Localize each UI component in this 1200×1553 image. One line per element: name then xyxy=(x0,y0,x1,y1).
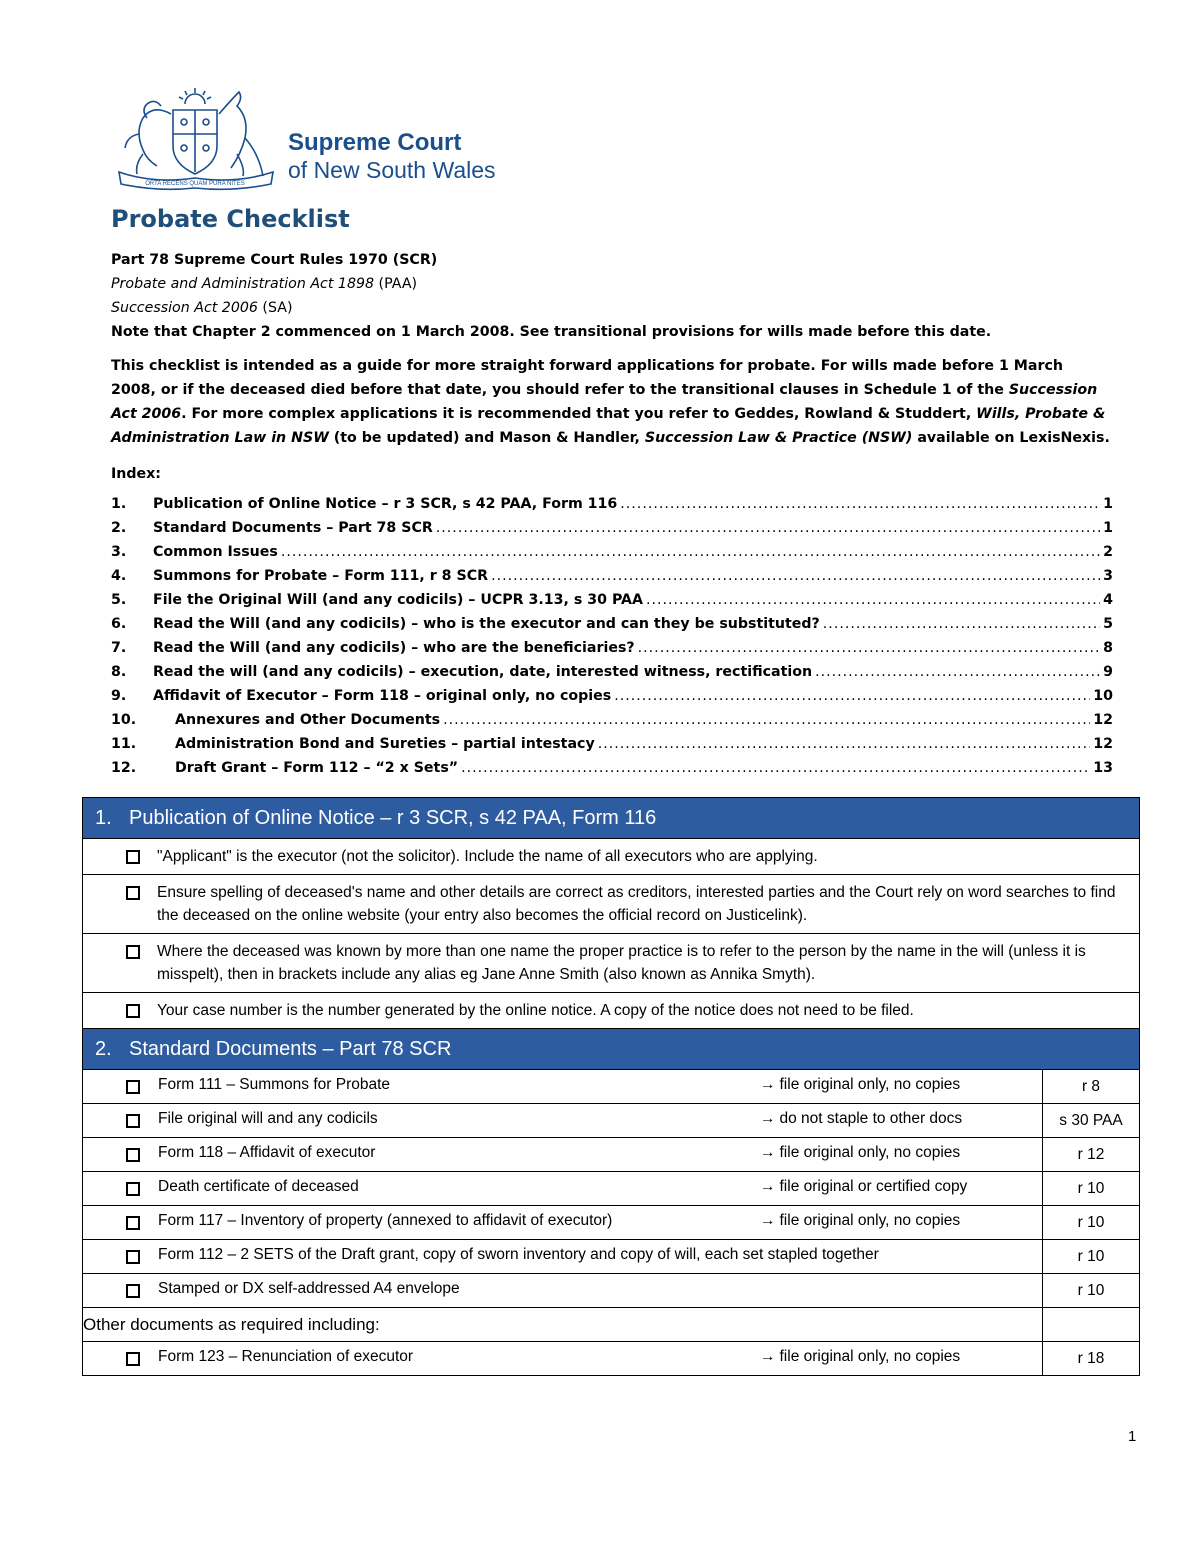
section-number: 1. xyxy=(95,806,112,829)
toc-title: Affidavit of Executor – Form 118 – original only, no copies xyxy=(153,688,612,704)
toc-title: Summons for Probate – Form 111, r 8 SCR xyxy=(153,568,489,584)
toc-title: Publication of Online Notice – r 3 SCR, s 42 PAA, Form 116 xyxy=(153,496,618,512)
checklist-item xyxy=(83,875,1139,933)
toc-leader xyxy=(443,708,1090,732)
document-label: File original will and any codicils xyxy=(158,1110,378,1127)
toc-number: 9. xyxy=(111,688,127,704)
document-label: Form 123 – Renunciation of executor xyxy=(158,1348,414,1365)
toc-number: 7. xyxy=(111,640,127,656)
document-cell xyxy=(83,1274,1043,1308)
toc-leader xyxy=(491,564,1100,588)
note-text: file original only, no copies xyxy=(779,1076,961,1093)
guide-text: (to be updated) and Mason & Handler, xyxy=(328,430,645,446)
checkbox[interactable] xyxy=(126,1114,140,1128)
section-number: 2. xyxy=(95,1037,112,1060)
checkbox[interactable] xyxy=(126,1148,140,1162)
act-name: Succession Act 2006 xyxy=(111,300,258,316)
item-text: Ensure spelling of deceased's name and other details are correct as creditors, interested parties and the Court rely on word searches to find the deceased on the online website (your entry also becomes the official record on Justicelink). xyxy=(157,884,1116,924)
toc-entry[interactable] xyxy=(111,708,1113,732)
note-text: file original or certified copy xyxy=(779,1178,968,1195)
toc-entry[interactable] xyxy=(111,660,1113,684)
other-documents-row xyxy=(83,1308,1140,1342)
document-note xyxy=(760,1144,960,1162)
document-label: Form 118 – Affidavit of executor xyxy=(158,1144,376,1161)
checklist-item xyxy=(83,993,1139,1028)
act-abbrev: (PAA) xyxy=(374,276,418,292)
act-reference-paa xyxy=(111,272,1111,296)
document-cell xyxy=(83,1342,1043,1376)
toc-number: 5. xyxy=(111,592,127,608)
arrow-right-icon: → xyxy=(760,1178,776,1195)
checklist-item xyxy=(83,934,1139,992)
document-note xyxy=(760,1348,960,1366)
rule-reference: r 10 xyxy=(1043,1172,1140,1206)
rule-reference: r 10 xyxy=(1043,1240,1140,1274)
note-text: do not staple to other docs xyxy=(779,1110,963,1127)
checkbox[interactable] xyxy=(126,1250,140,1264)
toc-entry[interactable] xyxy=(111,636,1113,660)
toc-page: 9 xyxy=(1103,664,1113,680)
checklist-row xyxy=(83,993,1140,1029)
table-of-contents xyxy=(111,492,1113,780)
document-cell xyxy=(83,1206,1043,1240)
note-text: file original only, no copies xyxy=(779,1144,961,1161)
document-cell xyxy=(83,1104,1043,1138)
toc-entry[interactable] xyxy=(111,588,1113,612)
item-text: "Applicant" is the executor (not the solicitor). Include the name of all executors who are applying. xyxy=(157,848,818,865)
toc-title: Annexures and Other Documents xyxy=(175,712,441,728)
toc-number: 10. xyxy=(111,712,137,728)
checkbox[interactable] xyxy=(126,1182,140,1196)
rule-reference: r 10 xyxy=(1043,1206,1140,1240)
arrow-right-icon: → xyxy=(760,1348,776,1365)
guide-italic: Wills, Probate & Administration Law in NSW xyxy=(111,406,1106,446)
index-label: Index: xyxy=(111,466,161,482)
document-row xyxy=(83,1342,1140,1376)
checklist-row xyxy=(83,875,1140,934)
document-label: Form 111 – Summons for Probate xyxy=(158,1076,391,1093)
document-note xyxy=(760,1212,960,1230)
document-cell xyxy=(83,1172,1043,1206)
section-header-standard-documents xyxy=(83,1029,1140,1070)
document-label: Form 117 – Inventory of property (annexed to affidavit of executor) xyxy=(158,1212,613,1229)
court-name xyxy=(288,130,496,184)
toc-number: 1. xyxy=(111,496,127,512)
toc-entry[interactable] xyxy=(111,516,1113,540)
act-abbrev: (SA) xyxy=(257,300,293,316)
rule-reference: r 8 xyxy=(1043,1070,1140,1104)
document-row xyxy=(83,1274,1140,1308)
document-label: Death certificate of deceased xyxy=(158,1178,359,1195)
toc-page: 4 xyxy=(1103,592,1113,608)
guide-text: available on LexisNexis. xyxy=(912,430,1110,446)
toc-entry[interactable] xyxy=(111,612,1113,636)
intro-section xyxy=(111,248,1111,486)
toc-page: 10 xyxy=(1093,688,1113,704)
rule-reference: r 18 xyxy=(1043,1342,1140,1376)
toc-page: 12 xyxy=(1093,712,1113,728)
toc-title: Common Issues xyxy=(153,544,278,560)
toc-title: Read the Will (and any codicils) – who is the executor and can they be substituted? xyxy=(153,616,820,632)
document-row xyxy=(83,1172,1140,1206)
toc-leader xyxy=(281,540,1100,564)
toc-number: 4. xyxy=(111,568,127,584)
section-heading xyxy=(83,1029,1140,1070)
section-title: Standard Documents – Part 78 SCR xyxy=(129,1037,452,1060)
section-title: Publication of Online Notice – r 3 SCR, s 42 PAA, Form 116 xyxy=(129,806,657,829)
checklist-item xyxy=(83,839,1139,874)
empty-cell xyxy=(1043,1308,1140,1342)
document-row xyxy=(83,1070,1140,1104)
toc-number: 12. xyxy=(111,760,137,776)
checklist-table xyxy=(82,797,1140,1376)
guide-text: This checklist is intended as a guide for more straight forward applications for probate. For wills made before 1 March 2008, or if the deceased died before that date, you should refer to the transitional clauses in Schedule 1 of the xyxy=(111,358,1063,398)
checklist-row xyxy=(83,839,1140,875)
toc-number: 8. xyxy=(111,664,127,680)
toc-title: Read the Will (and any codicils) – who are the beneficiaries? xyxy=(153,640,635,656)
toc-leader xyxy=(436,516,1100,540)
toc-page: 2 xyxy=(1103,544,1113,560)
document-row xyxy=(83,1138,1140,1172)
toc-title: Read the will (and any codicils) – execution, date, interested witness, rectification xyxy=(153,664,813,680)
section-heading xyxy=(83,798,1140,839)
checkbox[interactable] xyxy=(126,850,140,864)
toc-page: 8 xyxy=(1103,640,1113,656)
note-text: file original only, no copies xyxy=(779,1348,961,1365)
document-label: Form 112 – 2 SETS of the Draft grant, copy of sworn inventory and copy of will, each set stapled together xyxy=(158,1246,879,1263)
document-cell xyxy=(83,1138,1043,1172)
document-note xyxy=(760,1110,962,1128)
checkbox[interactable] xyxy=(126,1080,140,1094)
court-name-line2: of New South Wales xyxy=(288,157,496,183)
toc-leader xyxy=(815,660,1100,684)
document-cell xyxy=(83,1070,1043,1104)
arrow-right-icon: → xyxy=(760,1212,776,1229)
toc-entry[interactable] xyxy=(111,564,1113,588)
guide-italic: Succession Act 2006 xyxy=(111,382,1098,422)
toc-leader xyxy=(614,684,1090,708)
page-title: Probate Checklist xyxy=(111,205,350,233)
toc-entry[interactable] xyxy=(111,732,1113,756)
other-documents-label: Other documents as required including: xyxy=(83,1308,1043,1342)
checklist-row xyxy=(83,934,1140,993)
nsw-coat-of-arms-logo xyxy=(113,84,278,194)
arrow-right-icon: → xyxy=(760,1110,776,1127)
checkbox[interactable] xyxy=(126,945,140,959)
toc-page: 1 xyxy=(1103,496,1113,512)
toc-leader xyxy=(461,756,1090,780)
court-name-line1: Supreme Court xyxy=(288,129,462,156)
document-note xyxy=(760,1178,967,1196)
item-text: Your case number is the number generated by the online notice. A copy of the notice does not need to be filed. xyxy=(157,1002,914,1019)
section-header-online-notice xyxy=(83,798,1140,839)
toc-leader xyxy=(620,492,1100,516)
toc-leader xyxy=(638,636,1100,660)
toc-number: 2. xyxy=(111,520,127,536)
document-label: Stamped or DX self-addressed A4 envelope xyxy=(158,1280,460,1297)
act-name: Probate and Administration Act 1898 xyxy=(111,276,375,292)
toc-entry[interactable] xyxy=(111,540,1113,564)
toc-page: 12 xyxy=(1093,736,1113,752)
checkbox[interactable] xyxy=(126,1352,140,1366)
rules-reference: Part 78 Supreme Court Rules 1970 (SCR) xyxy=(111,252,438,268)
toc-leader xyxy=(598,732,1091,756)
rule-reference: r 10 xyxy=(1043,1274,1140,1308)
toc-title: Draft Grant – Form 112 – “2 x Sets” xyxy=(175,760,459,776)
rule-reference: r 12 xyxy=(1043,1138,1140,1172)
guide-text: . For more complex applications it is recommended that you refer to Geddes, Rowland & Studdert, xyxy=(181,406,977,422)
rule-reference: s 30 PAA xyxy=(1043,1104,1140,1138)
toc-entry[interactable] xyxy=(111,684,1113,708)
toc-page: 5 xyxy=(1103,616,1113,632)
toc-title: Standard Documents – Part 78 SCR xyxy=(153,520,433,536)
guide-paragraph xyxy=(111,354,1111,450)
checkbox[interactable] xyxy=(126,1284,140,1298)
toc-number: 11. xyxy=(111,736,137,752)
toc-leader xyxy=(646,588,1100,612)
toc-page: 3 xyxy=(1103,568,1113,584)
toc-number: 3. xyxy=(111,544,127,560)
document-row xyxy=(83,1206,1140,1240)
arrow-right-icon: → xyxy=(760,1144,776,1161)
checkbox[interactable] xyxy=(126,1216,140,1230)
toc-leader xyxy=(823,612,1100,636)
checkbox[interactable] xyxy=(126,1004,140,1018)
document-cell xyxy=(83,1240,1043,1274)
note-text: file original only, no copies xyxy=(779,1212,961,1229)
toc-entry[interactable] xyxy=(111,756,1113,780)
motto-text: ORTA RECENS QUAM PURA NITES xyxy=(145,181,245,187)
document-note xyxy=(760,1076,960,1094)
arrow-right-icon: → xyxy=(760,1076,776,1093)
commencement-note: Note that Chapter 2 commenced on 1 March 2008. See transitional provisions for wills made before this date. xyxy=(111,324,992,340)
page-number: 1 xyxy=(1128,1428,1137,1445)
toc-title: File the Original Will (and any codicils) – UCPR 3.13, s 30 PAA xyxy=(153,592,643,608)
item-text: Where the deceased was known by more than one name the proper practice is to refer to the person by the name in the will (unless it is misspelt), then in brackets include any alias eg Jane Anne Smith (also known as Annika Smyth). xyxy=(157,943,1086,983)
guide-italic: Succession Law & Practice (NSW) xyxy=(644,430,913,446)
document-row xyxy=(83,1240,1140,1274)
toc-page: 13 xyxy=(1093,760,1113,776)
checkbox[interactable] xyxy=(126,886,140,900)
toc-title: Administration Bond and Sureties – partial intestacy xyxy=(175,736,595,752)
document-row xyxy=(83,1104,1140,1138)
toc-entry[interactable] xyxy=(111,492,1113,516)
toc-page: 1 xyxy=(1103,520,1113,536)
toc-number: 6. xyxy=(111,616,127,632)
act-reference-sa xyxy=(111,296,1111,320)
